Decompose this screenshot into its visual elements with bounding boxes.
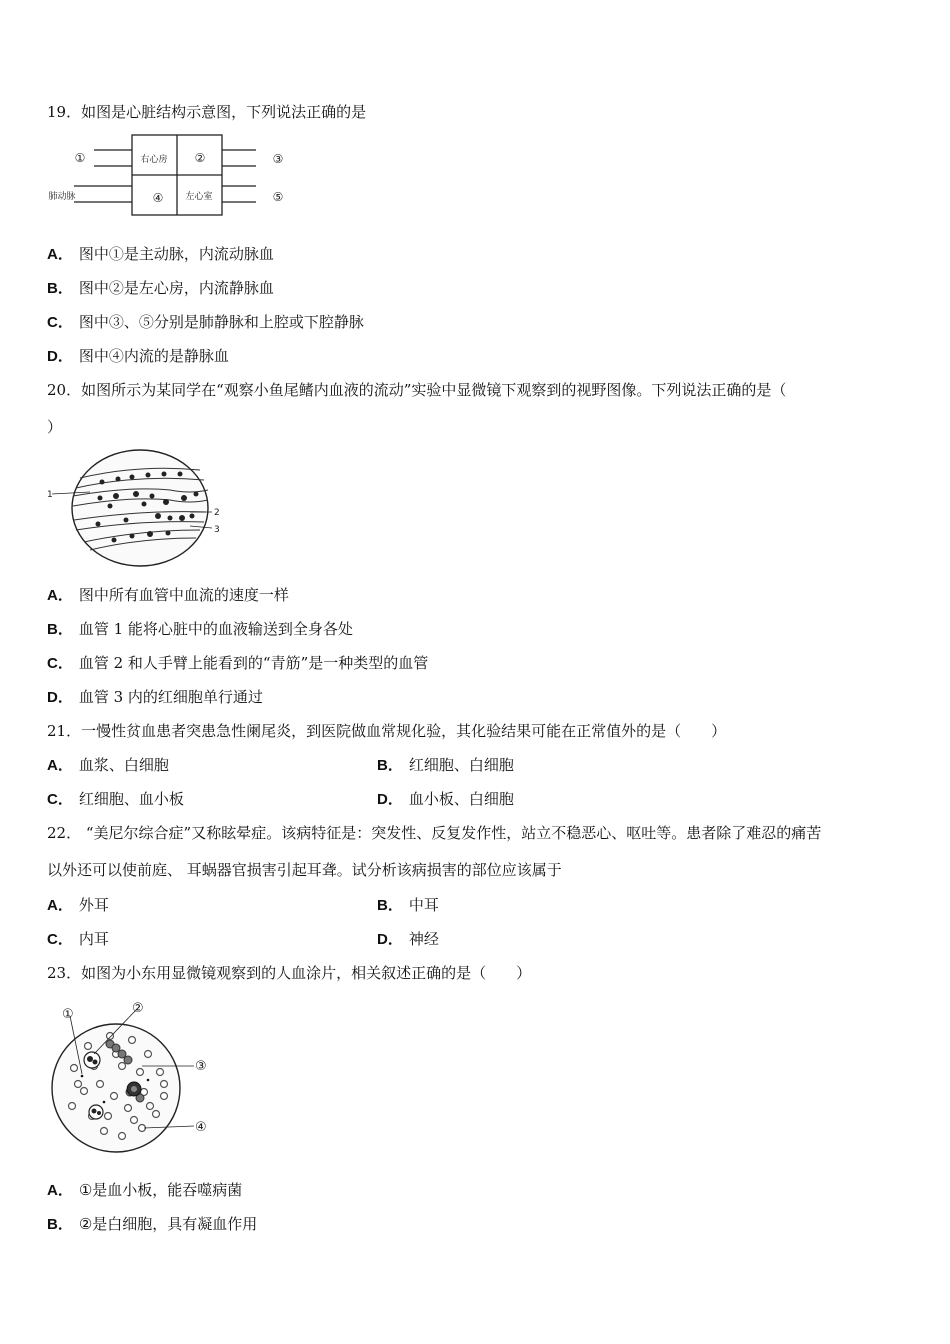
heart-label-left-ventricle: 左心室 (185, 192, 213, 202)
heart-label-3: ③ (272, 152, 284, 166)
heart-label-2: ② (194, 151, 206, 165)
fish-tail-microscope-diagram (40, 446, 240, 572)
heart-structure-diagram (44, 132, 294, 218)
q21-option-d[interactable]: D． 血小板、白细胞 (377, 790, 514, 808)
q19-option-a[interactable]: A． 图中①是主动脉，内流动脉血 (47, 245, 274, 263)
fish-label-2: 2 (214, 508, 220, 518)
fish-label-1: 1 (47, 490, 53, 500)
blood-label-3: ③ (195, 1059, 207, 1074)
q21-option-b[interactable]: B． 红细胞、白细胞 (377, 756, 514, 774)
heart-label-pulmonary-artery: 肺动脉 (48, 192, 76, 202)
blood-smear-diagram (44, 996, 224, 1156)
q23-option-b[interactable]: B． ②是白细胞，具有凝血作用 (47, 1215, 258, 1233)
q22-option-b[interactable]: B． 中耳 (377, 896, 439, 914)
q22-option-a[interactable]: A． 外耳 (47, 896, 109, 914)
q22-stem-line1: 22． “美尼尔综合症”又称眩晕症。该病特征是：突发性、反复发作性，站立不稳恶心、呕吐等。患者除了难忍的痛苦 (47, 824, 822, 842)
q20-option-a[interactable]: A． 图中所有血管中血流的速度一样 (47, 586, 289, 604)
q21-stem: 21．一慢性贫血患者突患急性阑尾炎，到医院做血常规化验，其化验结果可能在正常值外的是（ ） (47, 722, 727, 740)
q20-stem-line2: ） (47, 418, 63, 436)
q19-stem: 19．如图是心脏结构示意图，下列说法正确的是 (47, 103, 367, 121)
q22-stem-line2: 以外还可以使前庭、 耳蜗器官损害引起耳聋。试分析该病损害的部位应该属于 (47, 861, 562, 879)
fish-label-3: 3 (214, 525, 220, 535)
heart-label-1: ① (74, 151, 86, 165)
q19-option-c[interactable]: C． 图中③、⑤分别是肺静脉和上腔或下腔静脉 (47, 313, 364, 331)
q23-option-a[interactable]: A． ①是血小板，能吞噬病菌 (47, 1181, 243, 1199)
q21-option-c[interactable]: C． 红细胞、血小板 (47, 790, 184, 808)
heart-label-right-atrium: 右心房 (140, 155, 168, 165)
q19-option-b[interactable]: B． 图中②是左心房，内流静脉血 (47, 279, 274, 297)
blood-label-1: ① (62, 1007, 74, 1022)
q20-stem-line1: 20．如图所示为某同学在“观察小鱼尾鳍内血液的流动”实验中显微镜下观察到的视野图像。下列说法正确的是（ (47, 381, 787, 399)
q20-option-c[interactable]: C． 血管 2 和人手臂上能看到的“青筋”是一种类型的血管 (47, 654, 429, 672)
heart-label-5: ⑤ (272, 190, 284, 204)
q23-stem: 23．如图为小东用显微镜观察到的人血涂片，相关叙述正确的是（ ） (47, 964, 532, 982)
q19-option-d[interactable]: D． 图中④内流的是静脉血 (47, 347, 229, 365)
blood-label-2: ② (132, 1001, 144, 1016)
blood-label-4: ④ (195, 1120, 207, 1135)
q22-option-c[interactable]: C． 内耳 (47, 930, 109, 948)
q21-option-a[interactable]: A． 血浆、白细胞 (47, 756, 169, 774)
q20-option-b[interactable]: B． 血管 1 能将心脏中的血液输送到全身各处 (47, 620, 353, 638)
q22-option-d[interactable]: D． 神经 (377, 930, 439, 948)
heart-label-4: ④ (152, 191, 164, 205)
q20-option-d[interactable]: D． 血管 3 内的红细胞单行通过 (47, 688, 263, 706)
